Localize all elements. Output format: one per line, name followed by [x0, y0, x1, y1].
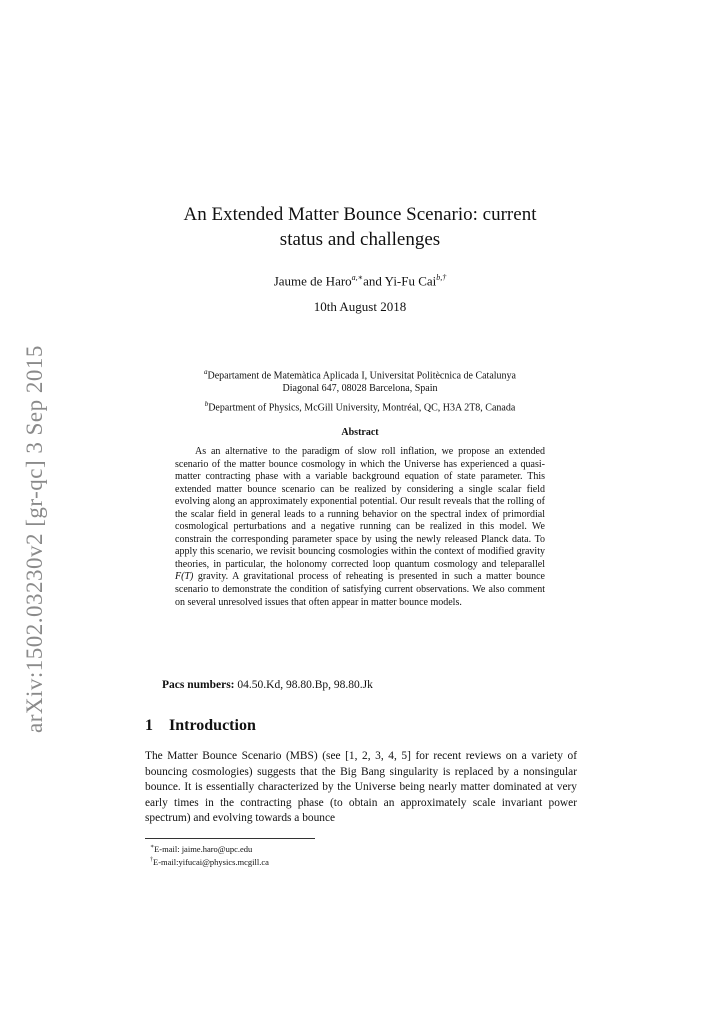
section-title: Introduction	[169, 717, 256, 734]
affiliation-mark: b	[204, 400, 209, 408]
footnote	[150, 842, 570, 855]
affiliation-a	[150, 366, 570, 395]
abstract-text: As an alternative to the paradigm of slow roll inflation, we propose an extended scenario of the matter bounce cosmology in which the Universe has experienced a quasi-matter contracting phase with a variable background equation of state parameter. This extended matter bounce scenario can be realized by considering a single scalar field evolving along an approximately exponential potential. Our result reveals that the rolling of the scalar field in general leads to a running behavior on the spectral index of primordial cosmological perturbations and a negative running can be realized in this model. We constrain the corresponding parameter space by using the newly released Planck data. To apply this scenario, we revisit bouncing cosmologies within the context of modified gravity theories, in particular, the holonomy corrected loop quantum cosmology and teleparallel	[175, 446, 545, 570]
footnote-divider	[145, 838, 315, 839]
author-name: and Yi-Fu Cai	[363, 273, 437, 289]
affiliation-mark: a	[204, 368, 208, 376]
footnote	[150, 855, 570, 868]
section-heading	[145, 716, 575, 736]
abstract-heading: Abstract	[341, 427, 379, 438]
pacs-numbers	[162, 678, 582, 692]
paper-title	[150, 202, 570, 252]
title-line-1: An Extended Matter Bounce Scenario: current	[183, 204, 537, 225]
abstract-formula: F(T)	[175, 571, 194, 583]
footnotes	[150, 842, 570, 868]
affiliation-line: Departament de Matemàtica Aplicada I, Universitat Politècnica de Catalunya	[207, 370, 516, 382]
pacs-values: 04.50.Kd, 98.80.Bp, 98.80.Jk	[234, 679, 373, 691]
affiliation-line: Diagonal 647, 08028 Barcelona, Spain	[282, 383, 438, 395]
author-affiliation-mark: a,∗	[351, 273, 364, 282]
pacs-label: Pacs numbers:	[162, 679, 235, 691]
author-affiliation-mark: b,†	[436, 273, 447, 282]
footnote-text: E-mail:yifucai@physics.mcgill.ca	[153, 856, 269, 867]
author-name: Jaume de Haro	[273, 273, 352, 289]
footnote-mark: †	[150, 856, 153, 863]
footnote-mark: ∗	[150, 844, 155, 850]
affiliation-line: Department of Physics, McGill University, Montréal, QC, H3A 2T8, Canada	[208, 402, 516, 414]
author-list	[150, 270, 570, 289]
abstract-text: gravity. A gravitational process of reheating is presented in such a matter bounce scenario to demonstrate the condition of satisfying current observations. We also comment on several unresolved issues that often appear in matter bounce models.	[175, 571, 545, 608]
section-number: 1	[145, 717, 153, 734]
intro-paragraph: The Matter Bounce Scenario (MBS) (see [1, 2, 3, 4, 5] for recent reviews on a variety of bouncing cosmologies) suggests that the Big Bang singularity is replaced by a nonsingular bounce. It is essentially characterized by the Universe being nearly matter dominated at very early times in the contracting phase (to obtain an approximately scale invariant power spectrum) and evolving towards a bounce	[145, 750, 577, 825]
paper-date: 10th August 2018	[313, 299, 407, 314]
arxiv-identifier: arXiv:1502.03230v2 [gr-qc] 3 Sep 2015	[22, 345, 47, 733]
title-line-2: status and challenges	[279, 229, 441, 250]
abstract-body	[175, 446, 545, 609]
footnote-text: E-mail: jaime.haro@upc.edu	[154, 843, 253, 854]
affiliation-b	[150, 398, 570, 414]
